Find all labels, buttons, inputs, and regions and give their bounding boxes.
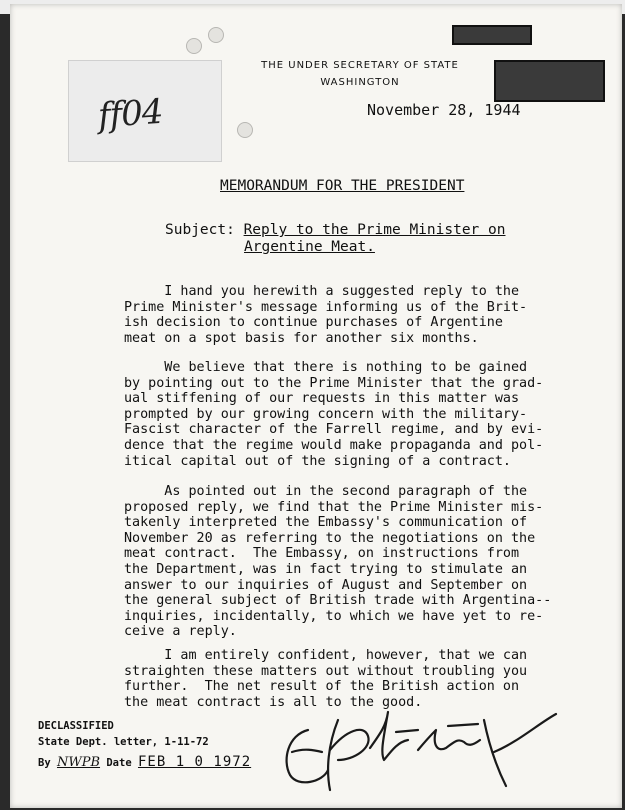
by-label: By — [38, 757, 51, 769]
punch-hole-mark — [208, 27, 224, 43]
subject-line-2: Argentine Meat. — [244, 239, 375, 255]
letterhead — [250, 60, 470, 94]
letterhead-title: THE UNDER SECRETARY OF STATE — [261, 60, 459, 71]
redaction-block — [452, 25, 532, 45]
handwritten-note: ff04 — [96, 91, 164, 137]
subject-label: Subject: — [165, 222, 235, 238]
body-paragraph-1: I hand you herewith a suggested reply to the Prime Minister's message informing us of the Brit- ish decision to continue purchases of Argentine meat on a spot basis for another six months. — [124, 284, 528, 346]
declassification-authority: State Dept. letter, 1-11-72 — [38, 736, 209, 748]
declassified-label: DECLASSIFIED — [38, 720, 114, 732]
reviewer-initials: NWPB — [56, 755, 101, 770]
handwritten-signature — [268, 690, 568, 800]
punch-hole-mark — [186, 38, 202, 54]
body-paragraph-2: We believe that there is nothing to be gained by pointing out to the Prime Minister that the grad- ual stiffening of our requests in this matter was prompted by our growing concern with the military- Fascist character of the Farrell regime, and by dence that the regime would make propaganda and itical capital out of the signing of a contract. — [124, 360, 544, 469]
date-label: Date — [106, 757, 132, 769]
letterhead-city: WASHINGTON — [320, 77, 400, 88]
body-paragraph-3: As pointed out in the second paragraph of the proposed reply, we find that the Prime Minister takenly interpreted the Embassy's communication of November 20 as referring to the negotiations on the meat contract. The Embassy, on instructions from the Department, was in fact trying to stimulate an answer to our inquiries of August and September on the general subject of British trade with Argentina-- inquiries, incidentally, to which we have yet to ceive a reply. — [124, 484, 552, 640]
subject-line-1: Reply to the Prime Minister on — [243, 222, 506, 238]
punch-hole-mark — [237, 122, 253, 138]
subject-block — [165, 222, 505, 256]
memo-title: MEMORANDUM FOR THE PRESIDENT — [220, 178, 465, 194]
declassification-date: FEB 1 0 1972 — [137, 754, 252, 770]
memo-date: November 28, 1944 — [367, 101, 521, 119]
declassification-by-row — [38, 754, 251, 771]
redaction-block — [494, 60, 605, 102]
body-paragraph-4: I am entirely confident, however, that we can straighten these matters out without troubling you further. The net result of the British action on the meat contract is all to the good. — [124, 648, 528, 710]
